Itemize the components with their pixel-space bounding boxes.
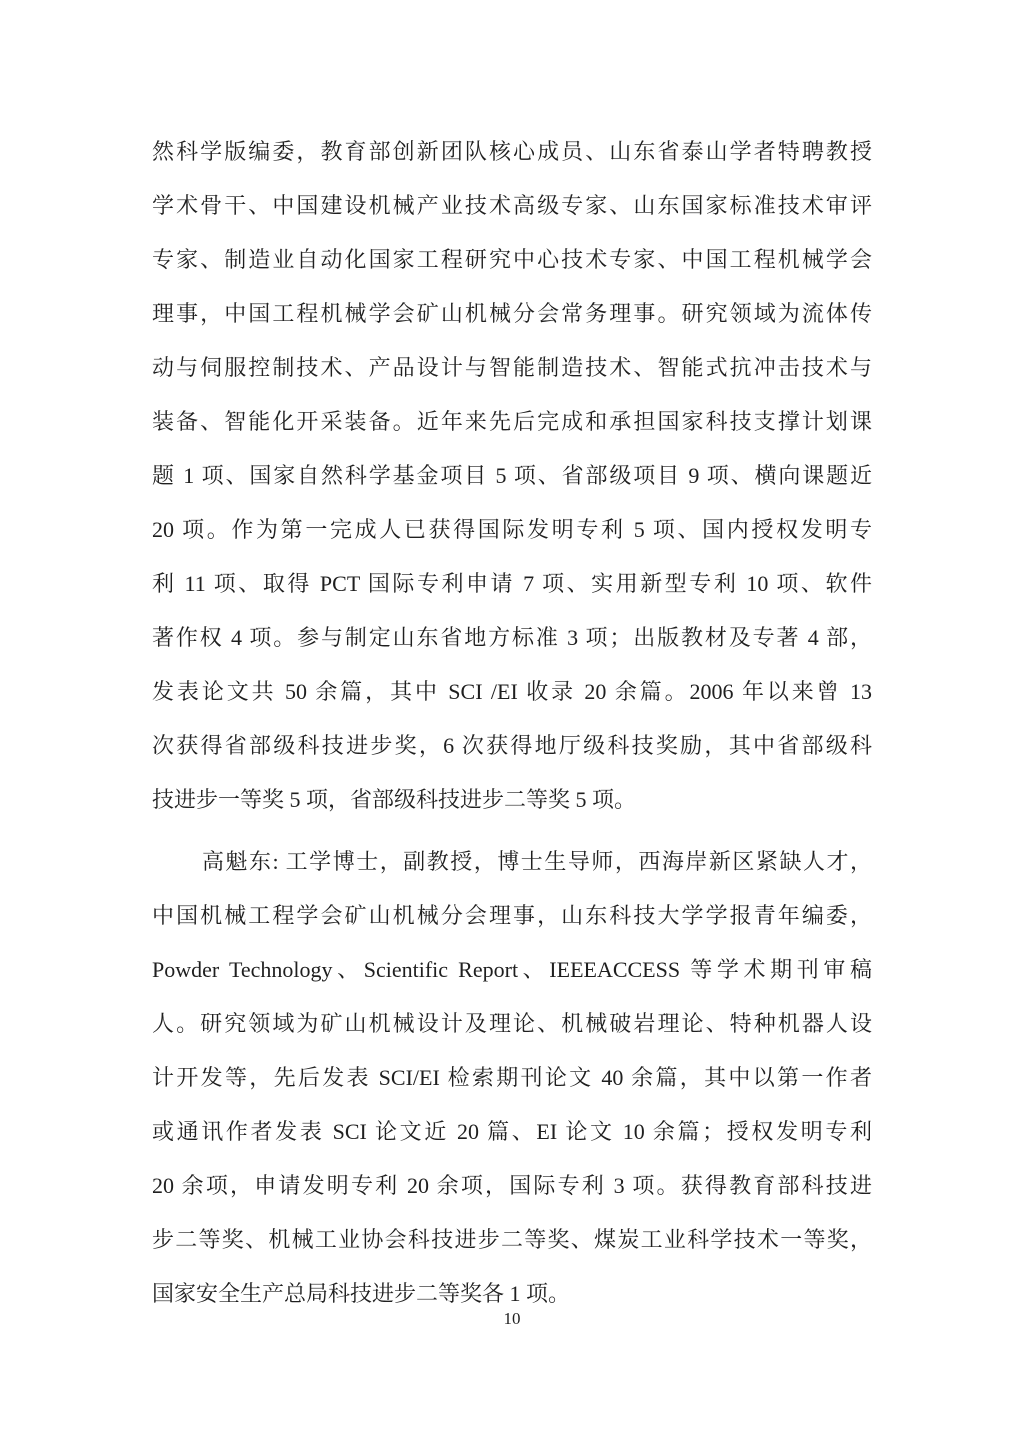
text-line: 理事，中国工程机械学会矿山机械分会常务理事。研究领域为流体传	[152, 301, 872, 326]
text-line: Powder Technology、Scientific Report、IEEEACCESS 等学术期刊审稿	[152, 957, 872, 982]
text-line: 步二等奖、机械工业协会科技进步二等奖、煤炭工业科学技术一等奖，	[152, 1227, 872, 1252]
text-line: 动与伺服控制技术、产品设计与智能制造技术、智能式抗冲击技术与	[152, 355, 872, 380]
text-line: 20 余项，申请发明专利 20 余项，国际专利 3 项。获得教育部科技进	[152, 1173, 872, 1198]
text-line: 国家安全生产总局科技进步二等奖各 1 项。	[152, 1281, 571, 1306]
text-line: 发表论文共 50 余篇，其中 SCI /EI 收录 20 余篇。2006 年以来曾 13	[152, 679, 872, 704]
text-line: 高魁东: 工学博士，副教授，博士生导师，西海岸新区紧缺人才，	[202, 849, 872, 874]
text-line: 专家、制造业自动化国家工程研究中心技术专家、中国工程机械学会	[152, 247, 872, 272]
text-block	[152, 125, 872, 1321]
text-line: 计开发等，先后发表 SCI/EI 检索期刊论文 40 余篇，其中以第一作者	[152, 1065, 872, 1090]
text-line: 次获得省部级科技进步奖，6 次获得地厅级科技奖励，其中省部级科	[152, 733, 872, 758]
text-line: 技进步一等奖 5 项，省部级科技进步二等奖 5 项。	[152, 787, 637, 812]
text-line: 或通讯作者发表 SCI 论文近 20 篇、EI 论文 10 余篇；授权发明专利	[152, 1119, 872, 1144]
text-line: 然科学版编委，教育部创新团队核心成员、山东省泰山学者特聘教授	[152, 139, 872, 164]
text-line: 利 11 项、取得 PCT 国际专利申请 7 项、实用新型专利 10 项、软件	[152, 571, 872, 596]
text-line: 题 1 项、国家自然科学基金项目 5 项、省部级项目 9 项、横向课题近	[152, 463, 872, 488]
text-line: 20 项。作为第一完成人已获得国际发明专利 5 项、国内授权发明专	[152, 517, 872, 542]
page-number: 10	[503, 1309, 521, 1328]
text-line: 学术骨干、中国建设机械产业技术高级专家、山东国家标准技术审评	[152, 193, 872, 218]
text-line: 著作权 4 项。参与制定山东省地方标准 3 项；出版教材及专著 4 部，	[152, 625, 872, 650]
text-line: 人。研究领域为矿山机械设计及理论、机械破岩理论、特种机器人设	[152, 1011, 872, 1036]
text-line: 中国机械工程学会矿山机械分会理事，山东科技大学学报青年编委，	[152, 903, 872, 928]
text-line: 装备、智能化开采装备。近年来先后完成和承担国家科技支撑计划课	[152, 409, 872, 434]
paragraph-bio-continued	[152, 125, 872, 827]
paragraph-bio-gao-kuidong	[152, 835, 872, 1321]
